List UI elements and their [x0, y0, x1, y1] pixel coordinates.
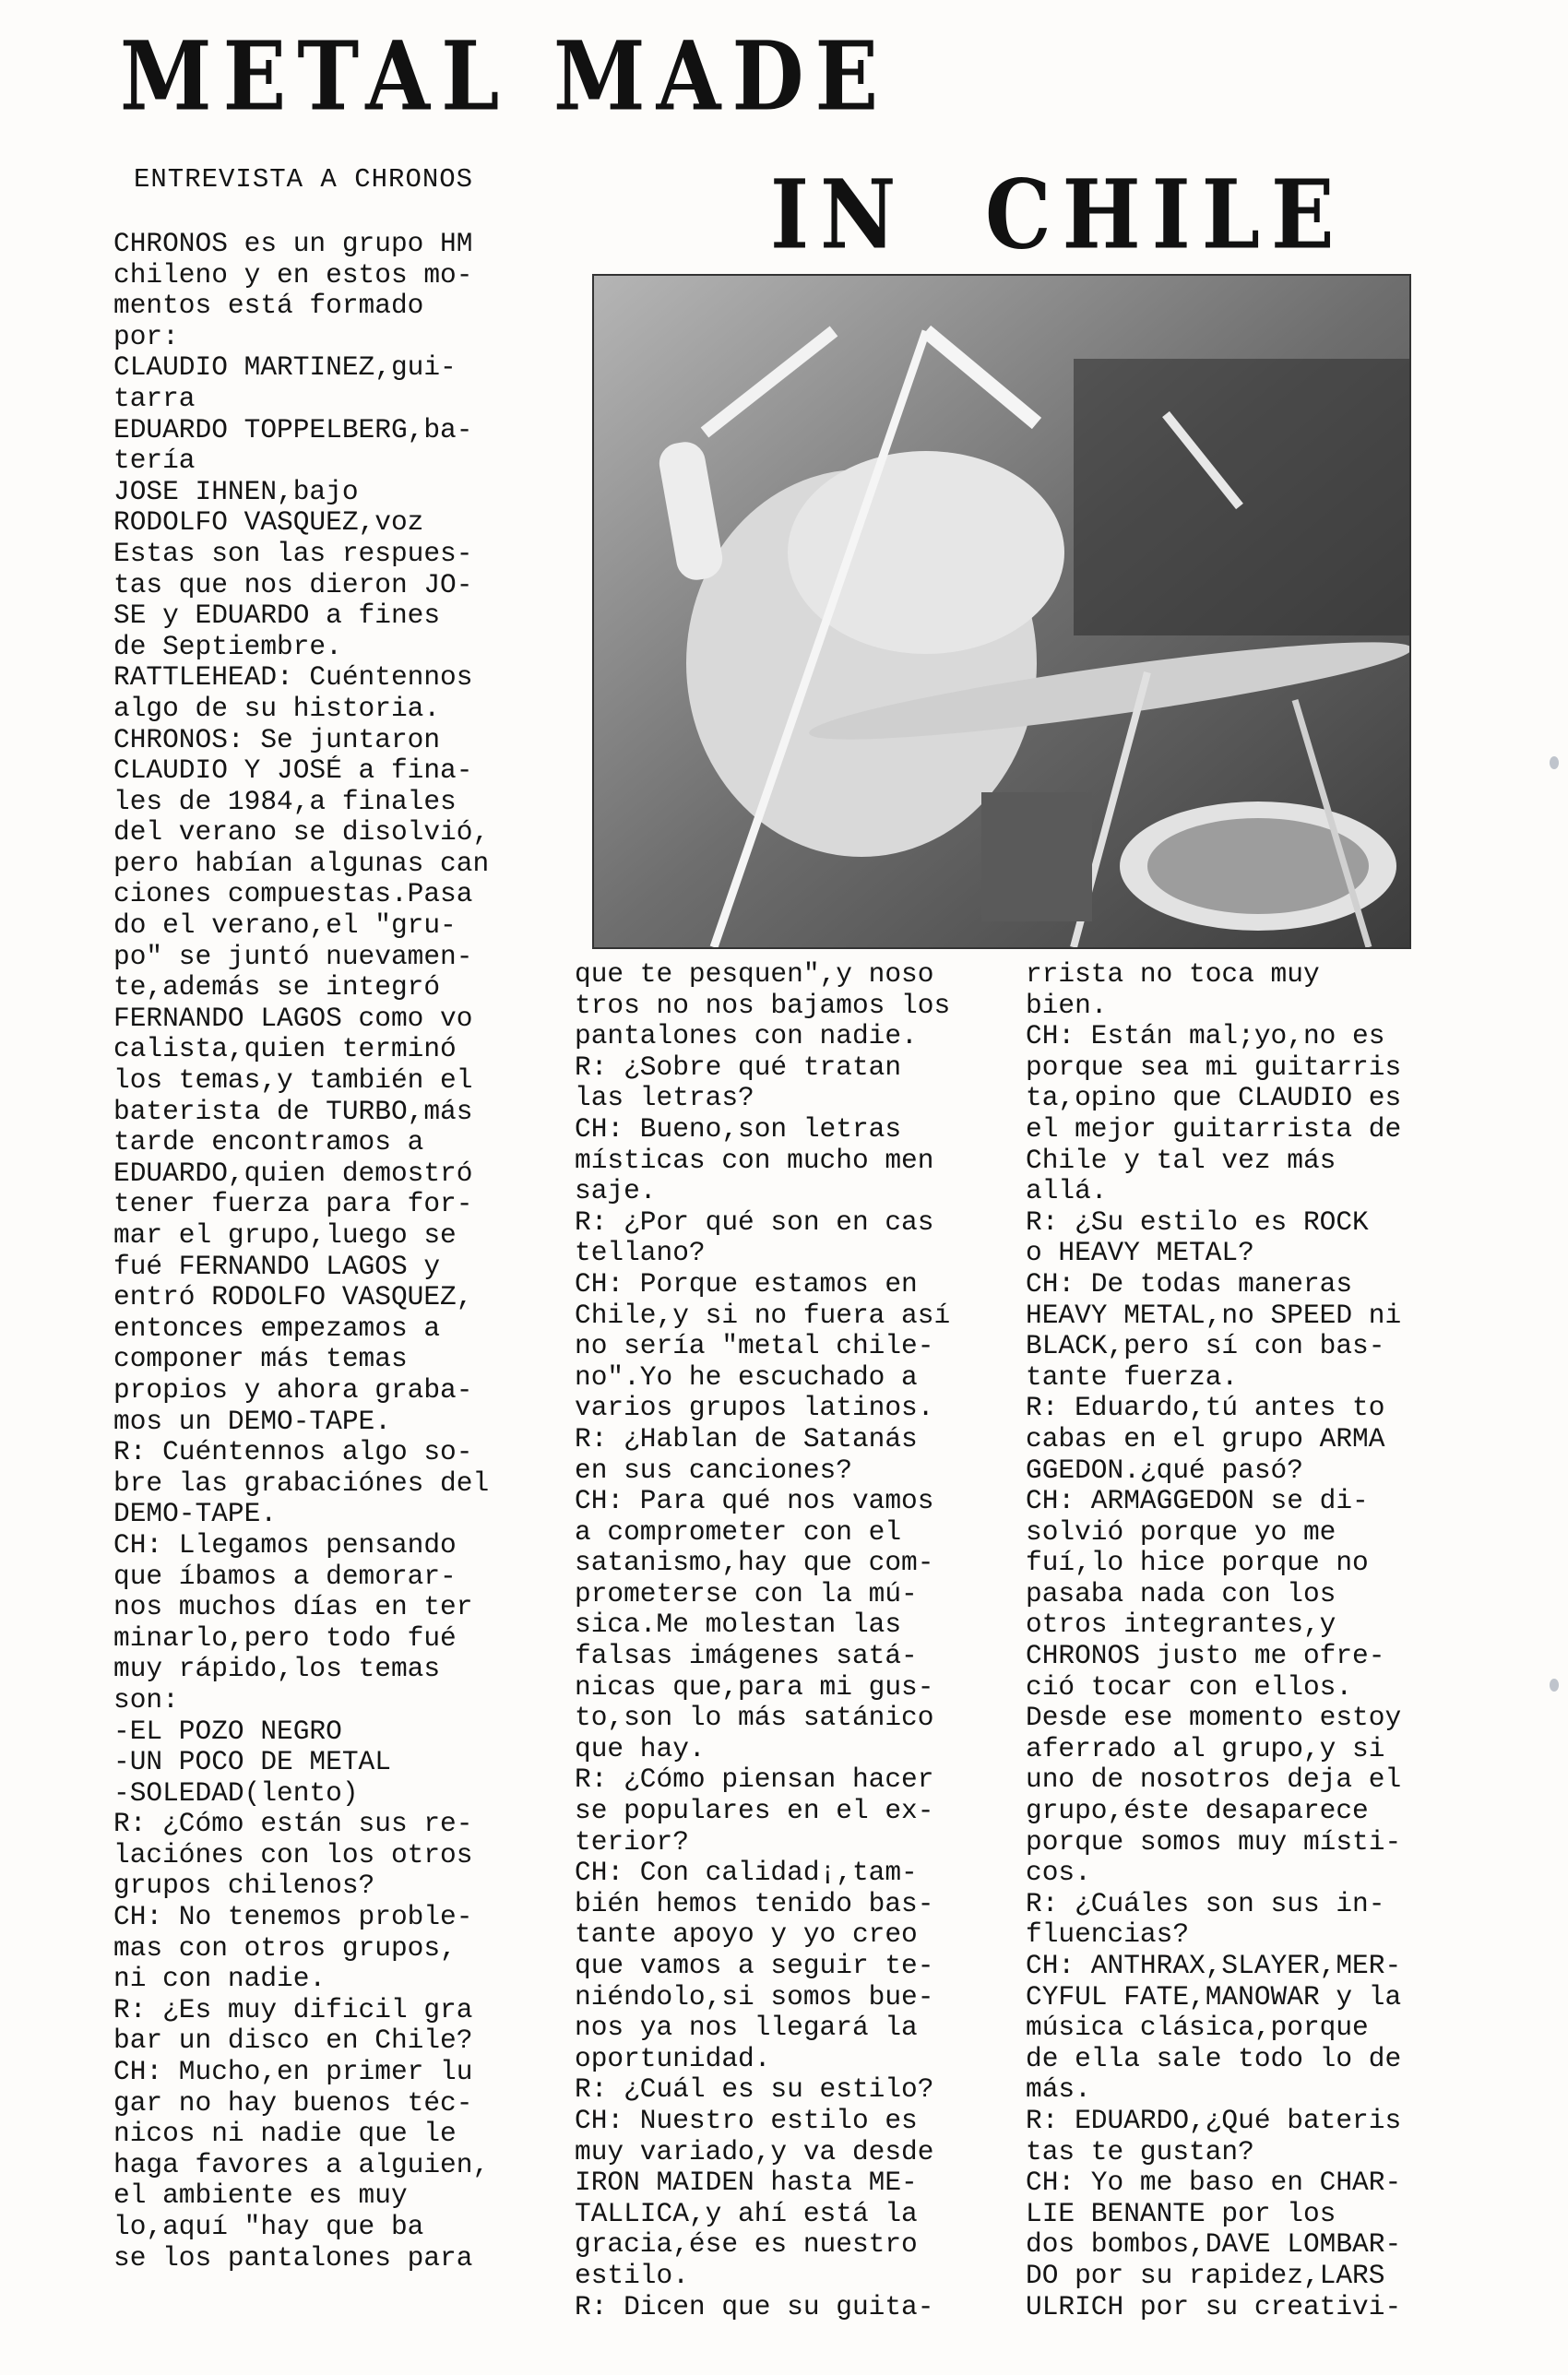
text-line: ni con nadie.	[113, 1964, 327, 1995]
text-line: baterista de TURBO,más	[113, 1096, 473, 1127]
text-line: o HEAVY METAL?	[1026, 1238, 1254, 1269]
text-line: componer más temas	[113, 1344, 408, 1375]
text-line: minarlo,pero todo fué	[113, 1622, 457, 1654]
text-line: gracia,ése es nuestro	[575, 2229, 918, 2261]
text-line: CLAUDIO Y JOSÉ a fina-	[113, 755, 473, 787]
text-line: RATTLEHEAD: Cuéntennos	[113, 662, 473, 694]
text-line: fuí,lo hice porque no	[1026, 1548, 1369, 1579]
text-column-3	[1026, 959, 1487, 2322]
text-line: sica.Me molestan las	[575, 1609, 902, 1641]
text-line: falsas imágenes satá-	[575, 1641, 918, 1672]
text-line: R: ¿Cuál es su estilo?	[575, 2074, 934, 2106]
text-line: rrista no toca muy	[1026, 959, 1320, 990]
text-line: nos muchos días en ter	[113, 1592, 473, 1623]
text-line: aferrado al grupo,y si	[1026, 1733, 1385, 1764]
text-line: tante fuerza.	[1026, 1361, 1239, 1393]
text-line: R: Dicen que su guita-	[575, 2291, 934, 2322]
text-line: lo,aquí "hay que ba	[113, 2212, 424, 2242]
text-line: a comprometer con el	[575, 1516, 902, 1548]
text-line: R: ¿Sobre qué tratan	[575, 1051, 902, 1083]
drummer-photo-icon	[594, 276, 1409, 947]
text-line: FERNANDO LAGOS como vo	[113, 1003, 473, 1034]
text-line: más.	[1026, 2074, 1091, 2106]
text-line: ta,opino que CLAUDIO es	[1026, 1083, 1402, 1114]
text-line: tante apoyo y yo creo	[575, 1919, 918, 1951]
text-line: satanismo,hay que com-	[575, 1548, 934, 1579]
text-line: Desde ese momento estoy	[1026, 1703, 1402, 1734]
text-line: por:	[113, 321, 179, 352]
text-line: pero habían algunas can	[113, 848, 490, 879]
text-line: dos bombos,DAVE LOMBAR-	[1026, 2229, 1402, 2261]
text-line: HEAVY METAL,no SPEED ni	[1026, 1300, 1402, 1331]
text-line: niéndolo,si somos bue-	[575, 1981, 934, 2013]
text-line: CH: ARMAGGEDON se di-	[1026, 1486, 1369, 1517]
text-line: pasaba nada con los	[1026, 1578, 1336, 1609]
text-line: Estas son las respues-	[113, 538, 473, 569]
text-line: son:	[113, 1684, 179, 1716]
text-line: tellano?	[575, 1238, 706, 1269]
text-line: cabas en el grupo ARMA	[1026, 1423, 1385, 1455]
text-line: mar el grupo,luego se	[113, 1220, 457, 1251]
text-line: CH: ANTHRAX,SLAYER,MER-	[1026, 1951, 1402, 1981]
text-line: DEMO-TAPE.	[113, 1499, 278, 1530]
text-line: tas que nos dieron JO-	[113, 569, 473, 600]
text-line: nos ya nos llegará la	[575, 2013, 918, 2044]
text-line: te,además se integró	[113, 972, 441, 1003]
text-line: R: Cuéntennos algo so-	[113, 1437, 473, 1468]
text-line: LIE BENANTE por los	[1026, 2198, 1336, 2229]
text-line: que hay.	[575, 1733, 706, 1764]
text-line: bien.	[1026, 990, 1108, 1021]
text-column-1	[113, 229, 575, 2274]
text-line: ULRICH por su creativi-	[1026, 2291, 1402, 2322]
text-line: R: EDUARDO,¿Qué bateris	[1026, 2105, 1402, 2136]
text-line: música clásica,porque	[1026, 2013, 1369, 2044]
text-line: grupos chilenos?	[113, 1870, 375, 1902]
text-line: CYFUL FATE,MANOWAR y la	[1026, 1981, 1402, 2013]
text-line: CH: Llegamos pensando	[113, 1529, 457, 1561]
text-line: laciónes con los otros	[113, 1839, 473, 1870]
text-line: CHRONOS justo me ofre-	[1026, 1641, 1385, 1672]
text-line: TALLICA,y ahí está la	[575, 2198, 918, 2229]
text-line: R: ¿Cómo piensan hacer	[575, 1764, 934, 1796]
text-line: CH: Mucho,en primer lu	[113, 2057, 473, 2088]
text-line: las letras?	[575, 1083, 754, 1114]
text-line: terior?	[575, 1826, 689, 1858]
text-line: Chile y tal vez más	[1026, 1145, 1336, 1176]
text-line: de Septiembre.	[113, 631, 342, 662]
text-line: ciones compuestas.Pasa	[113, 879, 473, 910]
text-line: -SOLEDAD(lento)	[113, 1777, 359, 1809]
text-line: CH: Están mal;yo,no es	[1026, 1021, 1385, 1052]
text-line: místicas con mucho men	[575, 1145, 934, 1176]
title-chile: CHILE	[985, 159, 1346, 271]
text-line: haga favores a alguien,	[113, 2149, 490, 2180]
text-line: EDUARDO TOPPELBERG,ba-	[113, 414, 473, 445]
binding-hole-mark	[1550, 756, 1559, 769]
text-line: porque somos muy místi-	[1026, 1826, 1402, 1858]
text-line: R: ¿Hablan de Satanás	[575, 1423, 918, 1455]
text-line: R: ¿Su estilo es ROCK	[1026, 1206, 1369, 1238]
title-metal: METAL	[120, 20, 511, 133]
text-line: estilo.	[575, 2260, 689, 2291]
text-line: cos.	[1026, 1858, 1091, 1889]
text-line: BLACK,pero sí con bas-	[1026, 1331, 1385, 1362]
text-line: tener fuerza para for-	[113, 1189, 473, 1220]
text-line: CH: Porque estamos en	[575, 1268, 918, 1300]
text-line: R: Eduardo,tú antes to	[1026, 1393, 1385, 1424]
text-line: CH: Bueno,son letras	[575, 1113, 902, 1145]
text-line: fué FERNANDO LAGOS y	[113, 1251, 441, 1282]
text-line: -UN POCO DE METAL	[113, 1747, 391, 1778]
text-line: CH: Con calidad¡,tam-	[575, 1858, 918, 1889]
text-line: mas con otros grupos,	[113, 1932, 457, 1964]
text-line: algo de su historia.	[113, 693, 441, 724]
text-line: IRON MAIDEN hasta ME-	[575, 2167, 918, 2199]
text-line: JOSE IHNEN,bajo	[113, 476, 359, 507]
text-line: bar un disco en Chile?	[113, 2025, 473, 2057]
text-line: SE y EDUARDO a fines	[113, 600, 441, 632]
text-line: gar no hay buenos téc-	[113, 2087, 473, 2119]
text-line: grupo,éste desaparece	[1026, 1796, 1369, 1827]
text-line: propios y ahora graba-	[113, 1374, 473, 1406]
binding-hole-mark	[1550, 1679, 1559, 1692]
text-line: chileno y en estos mo-	[113, 259, 473, 291]
text-line: se populares en el ex-	[575, 1796, 934, 1827]
interview-subtitle: ENTREVISTA A CHRONOS	[134, 164, 474, 195]
text-line: varios grupos latinos.	[575, 1393, 934, 1424]
text-line: pantalones con nadie.	[575, 1021, 918, 1052]
text-line: CH: Nuestro estilo es	[575, 2105, 918, 2136]
text-line: do el verano,el "gru-	[113, 910, 457, 942]
text-line: R: ¿Es muy dificil gra	[113, 1994, 473, 2025]
text-line: en sus canciones?	[575, 1455, 852, 1486]
text-line: que vamos a seguir te-	[575, 1951, 934, 1981]
text-line: muy rápido,los temas	[113, 1654, 441, 1685]
text-line: otros integrantes,y	[1026, 1609, 1336, 1641]
text-line: allá.	[1026, 1176, 1108, 1207]
text-line: que íbamos a demorar-	[113, 1561, 457, 1592]
text-line: CH: Para qué nos vamos	[575, 1486, 934, 1517]
text-line: CHRONOS: Se juntaron	[113, 724, 441, 755]
drummer-photo	[592, 274, 1411, 949]
text-line: RODOLFO VASQUEZ,voz	[113, 507, 424, 539]
text-line: los temas,y también el	[113, 1065, 473, 1097]
text-line: R: ¿Cuáles son sus in-	[1026, 1888, 1385, 1919]
text-line: porque sea mi guitarris	[1026, 1051, 1402, 1083]
text-line: no sería "metal chile-	[575, 1331, 934, 1362]
text-line: CH: Yo me baso en CHAR-	[1026, 2167, 1402, 2199]
text-line: muy variado,y va desde	[575, 2136, 934, 2167]
text-column-2	[575, 959, 1008, 2322]
text-line: R: ¿Por qué son en cas	[575, 1206, 934, 1238]
text-line: tas te gustan?	[1026, 2136, 1254, 2167]
text-line: CH: De todas maneras	[1026, 1268, 1353, 1300]
text-line: R: ¿Cómo están sus re-	[113, 1809, 473, 1840]
text-line: EDUARDO,quien demostró	[113, 1158, 473, 1189]
text-line: que te pesquen",y noso	[575, 959, 934, 990]
text-line: mentos está formado	[113, 291, 424, 322]
text-line: -EL POZO NEGRO	[113, 1716, 342, 1747]
text-line: oportunidad.	[575, 2043, 771, 2074]
text-line: bién hemos tenido bas-	[575, 1888, 934, 1919]
title-made: MADE	[553, 20, 890, 133]
text-line: entró RODOLFO VASQUEZ,	[113, 1282, 473, 1313]
text-line: tería	[113, 445, 196, 477]
text-line: de ella sale todo lo de	[1026, 2043, 1402, 2074]
text-line: mos un DEMO-TAPE.	[113, 1406, 391, 1437]
text-line: ció tocar con ellos.	[1026, 1671, 1353, 1703]
text-line: DO por su rapidez,LARS	[1026, 2260, 1385, 2291]
text-line: Chile,y si no fuera así	[575, 1300, 951, 1331]
text-line: to,son lo más satánico	[575, 1703, 934, 1734]
text-line: entonces empezamos a	[113, 1312, 441, 1344]
text-line: prometerse con la mú-	[575, 1578, 918, 1609]
text-line: el mejor guitarrista de	[1026, 1113, 1402, 1145]
text-line: les de 1984,a finales	[113, 786, 457, 817]
text-line: nicas que,para mi gus-	[575, 1671, 934, 1703]
text-line: nicos ni nadie que le	[113, 2119, 457, 2150]
text-line: se los pantalones para	[113, 2242, 473, 2274]
text-line: no".Yo he escuchado a	[575, 1361, 918, 1393]
title-in: IN	[770, 159, 908, 271]
text-line: del verano se disolvió,	[113, 817, 490, 849]
text-line: calista,quien terminó	[113, 1034, 457, 1065]
text-line: tarde encontramos a	[113, 1127, 424, 1158]
text-line: el ambiente es muy	[113, 2180, 408, 2212]
text-line: tarra	[113, 383, 196, 414]
text-line: tros no nos bajamos los	[575, 990, 951, 1021]
text-line: CLAUDIO MARTINEZ,gui-	[113, 352, 457, 384]
text-line: bre las grabaciónes del	[113, 1467, 490, 1499]
text-line: saje.	[575, 1176, 657, 1207]
text-line: solvió porque yo me	[1026, 1516, 1336, 1548]
text-line: CHRONOS es un grupo HM	[113, 229, 473, 259]
text-line: CH: No tenemos proble-	[113, 1902, 473, 1933]
text-line: fluencias?	[1026, 1919, 1190, 1951]
text-line: po" se juntó nuevamen-	[113, 941, 473, 972]
text-line: uno de nosotros deja el	[1026, 1764, 1402, 1796]
text-line: GGEDON.¿qué pasó?	[1026, 1455, 1303, 1486]
